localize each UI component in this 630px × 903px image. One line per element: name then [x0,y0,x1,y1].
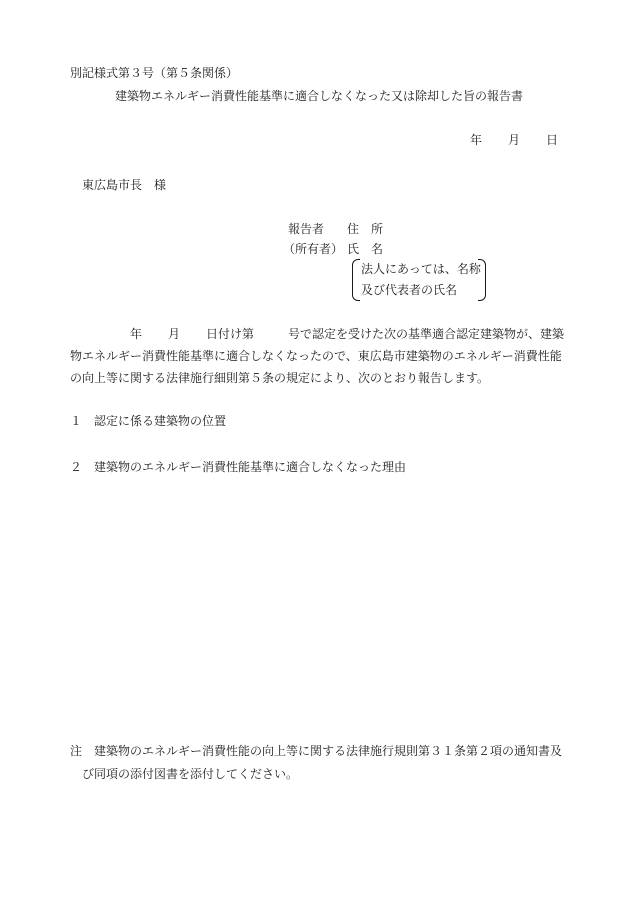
corporation-note-line1: 法人にあっては、名称 [361,262,481,276]
addressee: 東広島市長 様 [82,178,167,192]
note-text-2: び同項の添付図書を添付してください。 [82,767,299,781]
reporter-label: 報告者 [288,222,325,236]
report-body [70,323,578,389]
note [70,740,562,786]
item-2-number: ２ [70,460,83,474]
body-month: 月 [168,327,181,341]
body-line-3: の向上等に関する法律施行細則第５条の規定により、次のとおり報告します。 [70,371,490,385]
date-month: 月 [508,133,521,147]
body-line-2: 物エネルギー消費性能基準に適合しなくなったので、東広島市建築物のエネルギー消費性能 [70,349,562,363]
document-title: 建築物エネルギー消費性能基準に適合しなくなった又は除却した旨の報告書 [115,89,524,103]
corporation-note-line2: 及び代表者の氏名 [361,283,458,297]
item-2 [70,460,406,474]
note-line-2 [70,763,562,786]
left-bracket [352,259,360,301]
note-line-1 [70,740,562,763]
body-year: 年 [130,327,143,341]
body-dated-no: 日付け第 [206,327,255,341]
note-text-1: 建築物のエネルギー消費性能の向上等に関する法律施行規則第３１条第２項の通知書及 [94,744,563,758]
address-label: 住 所 [347,222,384,236]
date-year: 年 [470,133,483,147]
date-line [470,133,558,147]
item-2-label: 建築物のエネルギー消費性能基準に適合しなくなった理由 [94,460,407,474]
body-line1-rest: 号で認定を受けた次の基準適合認定建築物が、建築 [288,327,565,341]
form-label: 別記様式第３号（第５条関係） [70,66,239,80]
item-1-number: １ [70,414,83,428]
name-label: 氏 名 [347,242,384,256]
note-marker: 注 [70,744,83,758]
body-line-1 [70,323,578,345]
item-1 [70,414,226,428]
corporation-note-bracket [352,259,486,301]
owner-label: （所有者） [283,242,344,256]
item-1-label: 認定に係る建築物の位置 [94,414,227,428]
date-day: 日 [546,133,559,147]
